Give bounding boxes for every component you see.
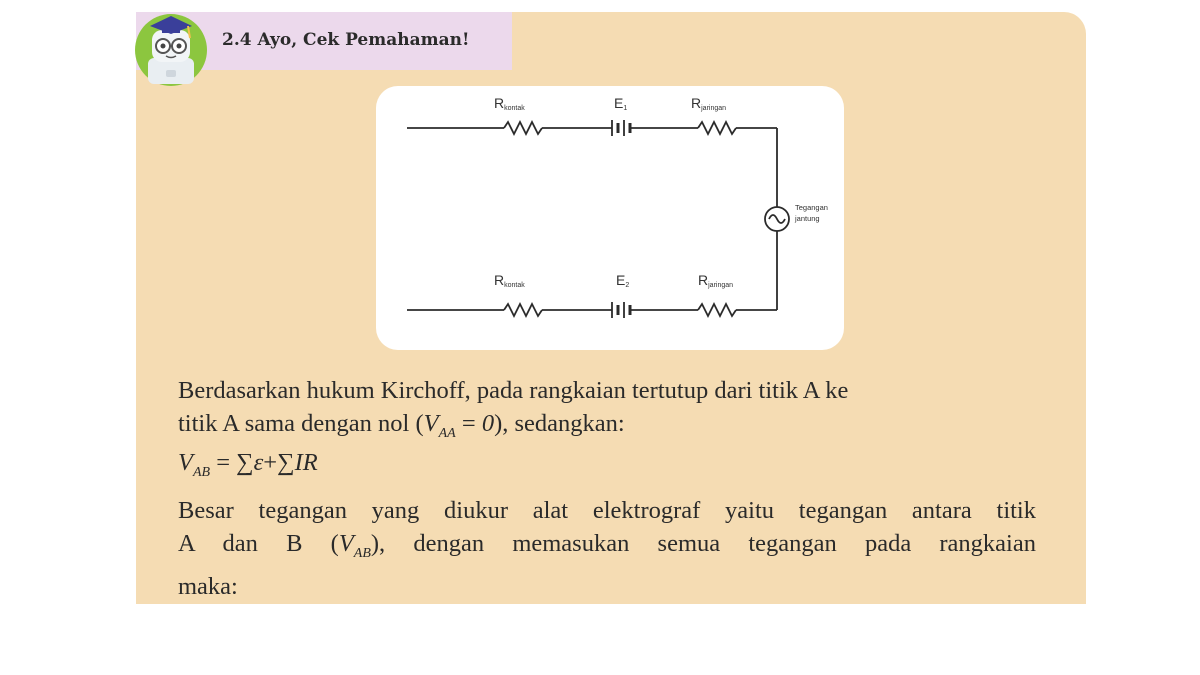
label-e2: E2 bbox=[616, 272, 630, 289]
label-jantung: jantung bbox=[795, 214, 820, 223]
bottom-resistor-kontak bbox=[504, 304, 542, 316]
label-tegangan: Tegangan bbox=[795, 203, 828, 212]
top-resistor-jaringan bbox=[698, 122, 736, 134]
paragraph-line: Besar tegangan yang diukur alat elektrograf yaitu tegangan antara titik bbox=[178, 497, 1036, 524]
section-title: 2.4 Ayo, Cek Pemahaman! bbox=[222, 30, 470, 50]
top-resistor-kontak bbox=[504, 122, 542, 134]
label-r-kontak-top: Rkontak bbox=[494, 95, 525, 112]
paragraph-line: maka: bbox=[178, 573, 238, 600]
label-r-jaringan-bottom: Rjaringan bbox=[698, 272, 734, 289]
mascot-icon bbox=[128, 8, 214, 88]
circuit-diagram bbox=[376, 86, 844, 350]
label-r-jaringan-top: Rjaringan bbox=[691, 95, 727, 112]
bottom-resistor-jaringan bbox=[698, 304, 736, 316]
paragraph-kirchhoff bbox=[178, 374, 1036, 450]
paragraph-elektrograf bbox=[178, 494, 1036, 603]
paragraph-line: titik A sama dengan nol $(V_{AA} = 0)$, sedangkan: bbox=[178, 410, 625, 441]
equation-vab: $V_{AB} = \sum\varepsilon+\sum IR$ bbox=[178, 449, 318, 480]
label-e1: E1 bbox=[614, 95, 628, 112]
label-r-kontak-bottom: Rkontak bbox=[494, 272, 525, 289]
paragraph-line: A dan B $(V_{AB})$, dengan memasukan semua tegangan pada rangkaian bbox=[178, 530, 1036, 561]
paragraph-line: Berdasarkan hukum Kirchoff, pada rangkaian tertutup dari titik A ke bbox=[178, 377, 849, 404]
